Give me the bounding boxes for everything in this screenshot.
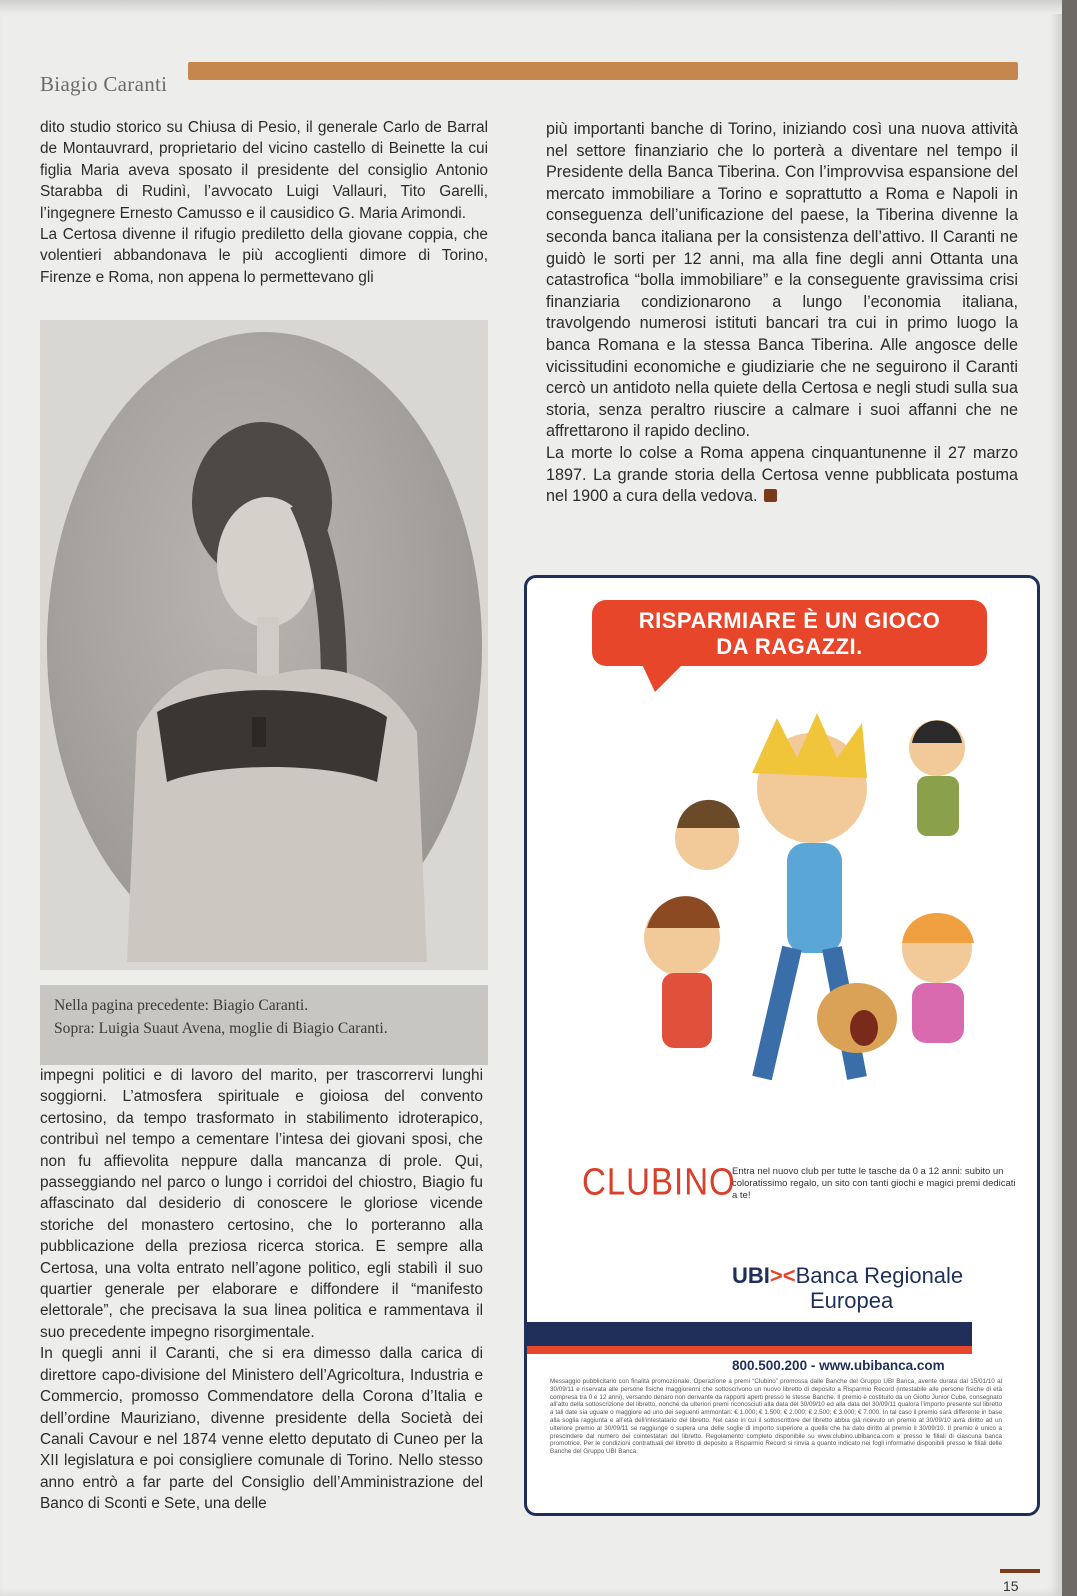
paragraph: più importanti banche di Torino, iniziando così una nuova attività nel settore finanziario che lo porterà a diventare nel tempo il Presidente della Banca Tiberina. Con l’improvvisa espansione del mercato immobiliare a Torino e soprattutto a Roma e Napoli in conseguenza dell’unificazione del paese, la Tiberina divenne la seconda banca italiana per la consistenza dell’attivo. Il Caranti ne guidò le sorti per 12 anni, ma alla fine degli anni Ottanta una catastrofica “bolla immobiliare” e la conseguente gravissima crisi finanziaria condizionarono a lungo l’economia italiana, travolgendo numerosi istituti bancari tra cui in primo luogo la banca Romana e la stessa Banca Tiberina. Alle angosce delle vicissitudini economiche e giudiziarie che ne seguirono il Caranti cercò un antidoto nella quiete della Certosa e negli studi sulla sua storia, senza peraltro riuscire a calmare i suoi affanni che ne affrettarono il rapido declino. xyxy=(546,120,1018,441)
clubino-logo: CLUBINO xyxy=(582,1160,736,1203)
running-title: Biagio Caranti xyxy=(40,72,168,96)
photo-caption xyxy=(40,985,488,1065)
paragraph: impegni politici e di lavoro del marito, per trascorrervi lunghi soggiorni. L’atmosfera spirituale e gioiosa del convento certosino, da tempo trasformato in stabilimento idroterapico, contribuì nel tempo a cementare l’intesa dei giovani sposi, che non fu affievolita neppure dalla mancanza di prole. Qui, passeggiando nel parco o lungo i corridoi del chiostro, Biagio fu affascinato dal desiderio di conoscere le gloriose vicende storiche del monastero certosino, che lo porteranno alla pubblicazione della preziosa ricerca storica. E sempre alla Certosa, una volta entrato nell’agone politico, egli stabilì il suo quartier generale per elaborare e diffondere il “manifesto elettorale”, che precisava la sua linea politica e rammentava il suo precedente impegno risorgimentale. xyxy=(40,1067,483,1341)
article-column-left-bottom xyxy=(40,1065,483,1515)
closing-sentence: La morte lo colse a Roma appena cinquantunenne il 27 marzo 1897. La grande storia della Certosa venne pubblicata postuma nel 1900 a cura della vedova. xyxy=(546,443,1018,506)
end-of-article-mark xyxy=(764,489,777,502)
page-number: 15 xyxy=(1003,1578,1019,1594)
ad-headline-line-1: RISPARMIARE È UN GIOCO xyxy=(638,608,941,633)
portrait-illustration xyxy=(47,332,482,962)
ad-fine-print: Messaggio pubblicitario con finalità promozionale. Operazione a premi “Clubino” promossa dalle Banche del Gruppo UBI Banca, avente durata dal 15/01/10 al 30/09/11 e riservata alle persone fisiche maggiorenni che sottoscrivono un nuovo libretto di deposito a Risparmio Record (intestabile alle persone fisiche di età compresa tra 0 e 12 anni), versando denaro non derivante da rapporti aperti presso le stesse Banche. Il premio è costituito da un Giotto Junior Cube, consegnato all’atto della sottoscrizione del libretto, nonché da ulteriori premi riconosciuti alla data del 30/09/10 ed alla data del 30/09/11 qualora l’importo presente sul libretto a tali date sia uguale o maggiore ad uno dei seguenti ammontari: € 1.000; € 1.500; € 2.000; € 2.500; € 3.000; € 7.000. In tal caso il premio sarà differente in base alla soglia raggiunta e all’età dell’intestatario del libretto. Nel caso in cui il sottoscrittore del libretto abbia già ricevuto un premio al 30/09/10 avrà diritto ad un ulteriore premio al 30/09/11 se raggiunge o supera una delle soglie di importo superiore a quella che ha dato diritto al premio il 30/09/10. Il premio è unico a prescindere dal numero dei cointestatari del libretto. Regolamento completo disponibile su www.clubino.ubibanca.com e presso le filiali di ciascuna banca promotrice. Per le condizioni contrattuali del libretto di deposito a Risparmio Record si rinvia a quanto indicato nei fogli informativi disponibili presso le filiali delle Banche del Gruppo UBI Banca. xyxy=(550,1378,1002,1456)
ad-headline-line-2: DA RAGAZZI. xyxy=(716,634,863,659)
ad-red-band xyxy=(527,1346,972,1354)
bank-name-line-2: Europea xyxy=(810,1288,894,1313)
page-number-bar xyxy=(1000,1569,1040,1573)
header-accent-bar xyxy=(188,62,1018,80)
bank-advertisement xyxy=(524,575,1040,1516)
ad-contact: 800.500.200 - www.ubibanca.com xyxy=(732,1358,945,1373)
ad-headline-bubble xyxy=(592,600,987,666)
page-top-edge xyxy=(0,0,1062,14)
portrait-photo xyxy=(40,320,488,970)
ubi-arrows-icon: >< xyxy=(769,1263,796,1288)
caption-line-2: Sopra: Luigia Suaut Avena, moglie di Biagio Caranti. xyxy=(54,1020,388,1037)
bank-name-line-1: Banca Regionale xyxy=(795,1263,964,1288)
ubi-wordmark: UBI xyxy=(732,1263,770,1288)
caption-line-1: Nella pagina precedente: Biagio Caranti. xyxy=(54,997,309,1014)
article-column-left-top xyxy=(40,117,488,288)
paragraph: La Certosa divenne il rifugio prediletto della giovane coppia, che volentieri abbandonava le più accoglienti dimore di Torino, Firenze e Roma, non appena lo permettevano gli xyxy=(40,226,488,286)
clubino-description: Entra nel nuovo club per tutte le tasche da 0 a 12 anni: subito un coloratissimo regalo, un sito con tanti giochi e magici premi dedicati a te! xyxy=(732,1166,1016,1201)
paragraph: In quegli anni il Caranti, che si era dimesso dalla carica di direttore capo-divisione del Ministero dell’Agricoltura, Industria e Commercio, promosso Commendatore della Corona d’Italia e dell’ordine Mauriziano, divenne presidente della Società dei Canali Cavour e nel 1874 venne eletto deputato di Cuneo per la XII legislatura e poi consigliere comunale di Torino. Nello stesso anno entrò a far parte del Consiglio dell’Amministrazione del Banco di Sconti e Sete, una delle xyxy=(40,1345,483,1513)
paragraph xyxy=(546,443,1018,508)
ad-navy-band xyxy=(527,1322,972,1348)
cartoon-kids-illustration xyxy=(602,688,1002,1088)
bank-logo xyxy=(732,1263,963,1313)
paragraph: dito studio storico su Chiusa di Pesio, il generale Carlo de Barral de Montauvrard, proprietario del vicino castello di Beinette la cui figlia Maria aveva sposato il presidente del consiglio Antonio Starabba di Rudinì, l’avvocato Luigi Vallauri, Tito Garelli, l’ingegnere Ernesto Camusso e il causidico G. Maria Arimondi. xyxy=(40,119,488,222)
portrait-oval xyxy=(47,332,482,962)
article-column-right xyxy=(546,119,1018,508)
